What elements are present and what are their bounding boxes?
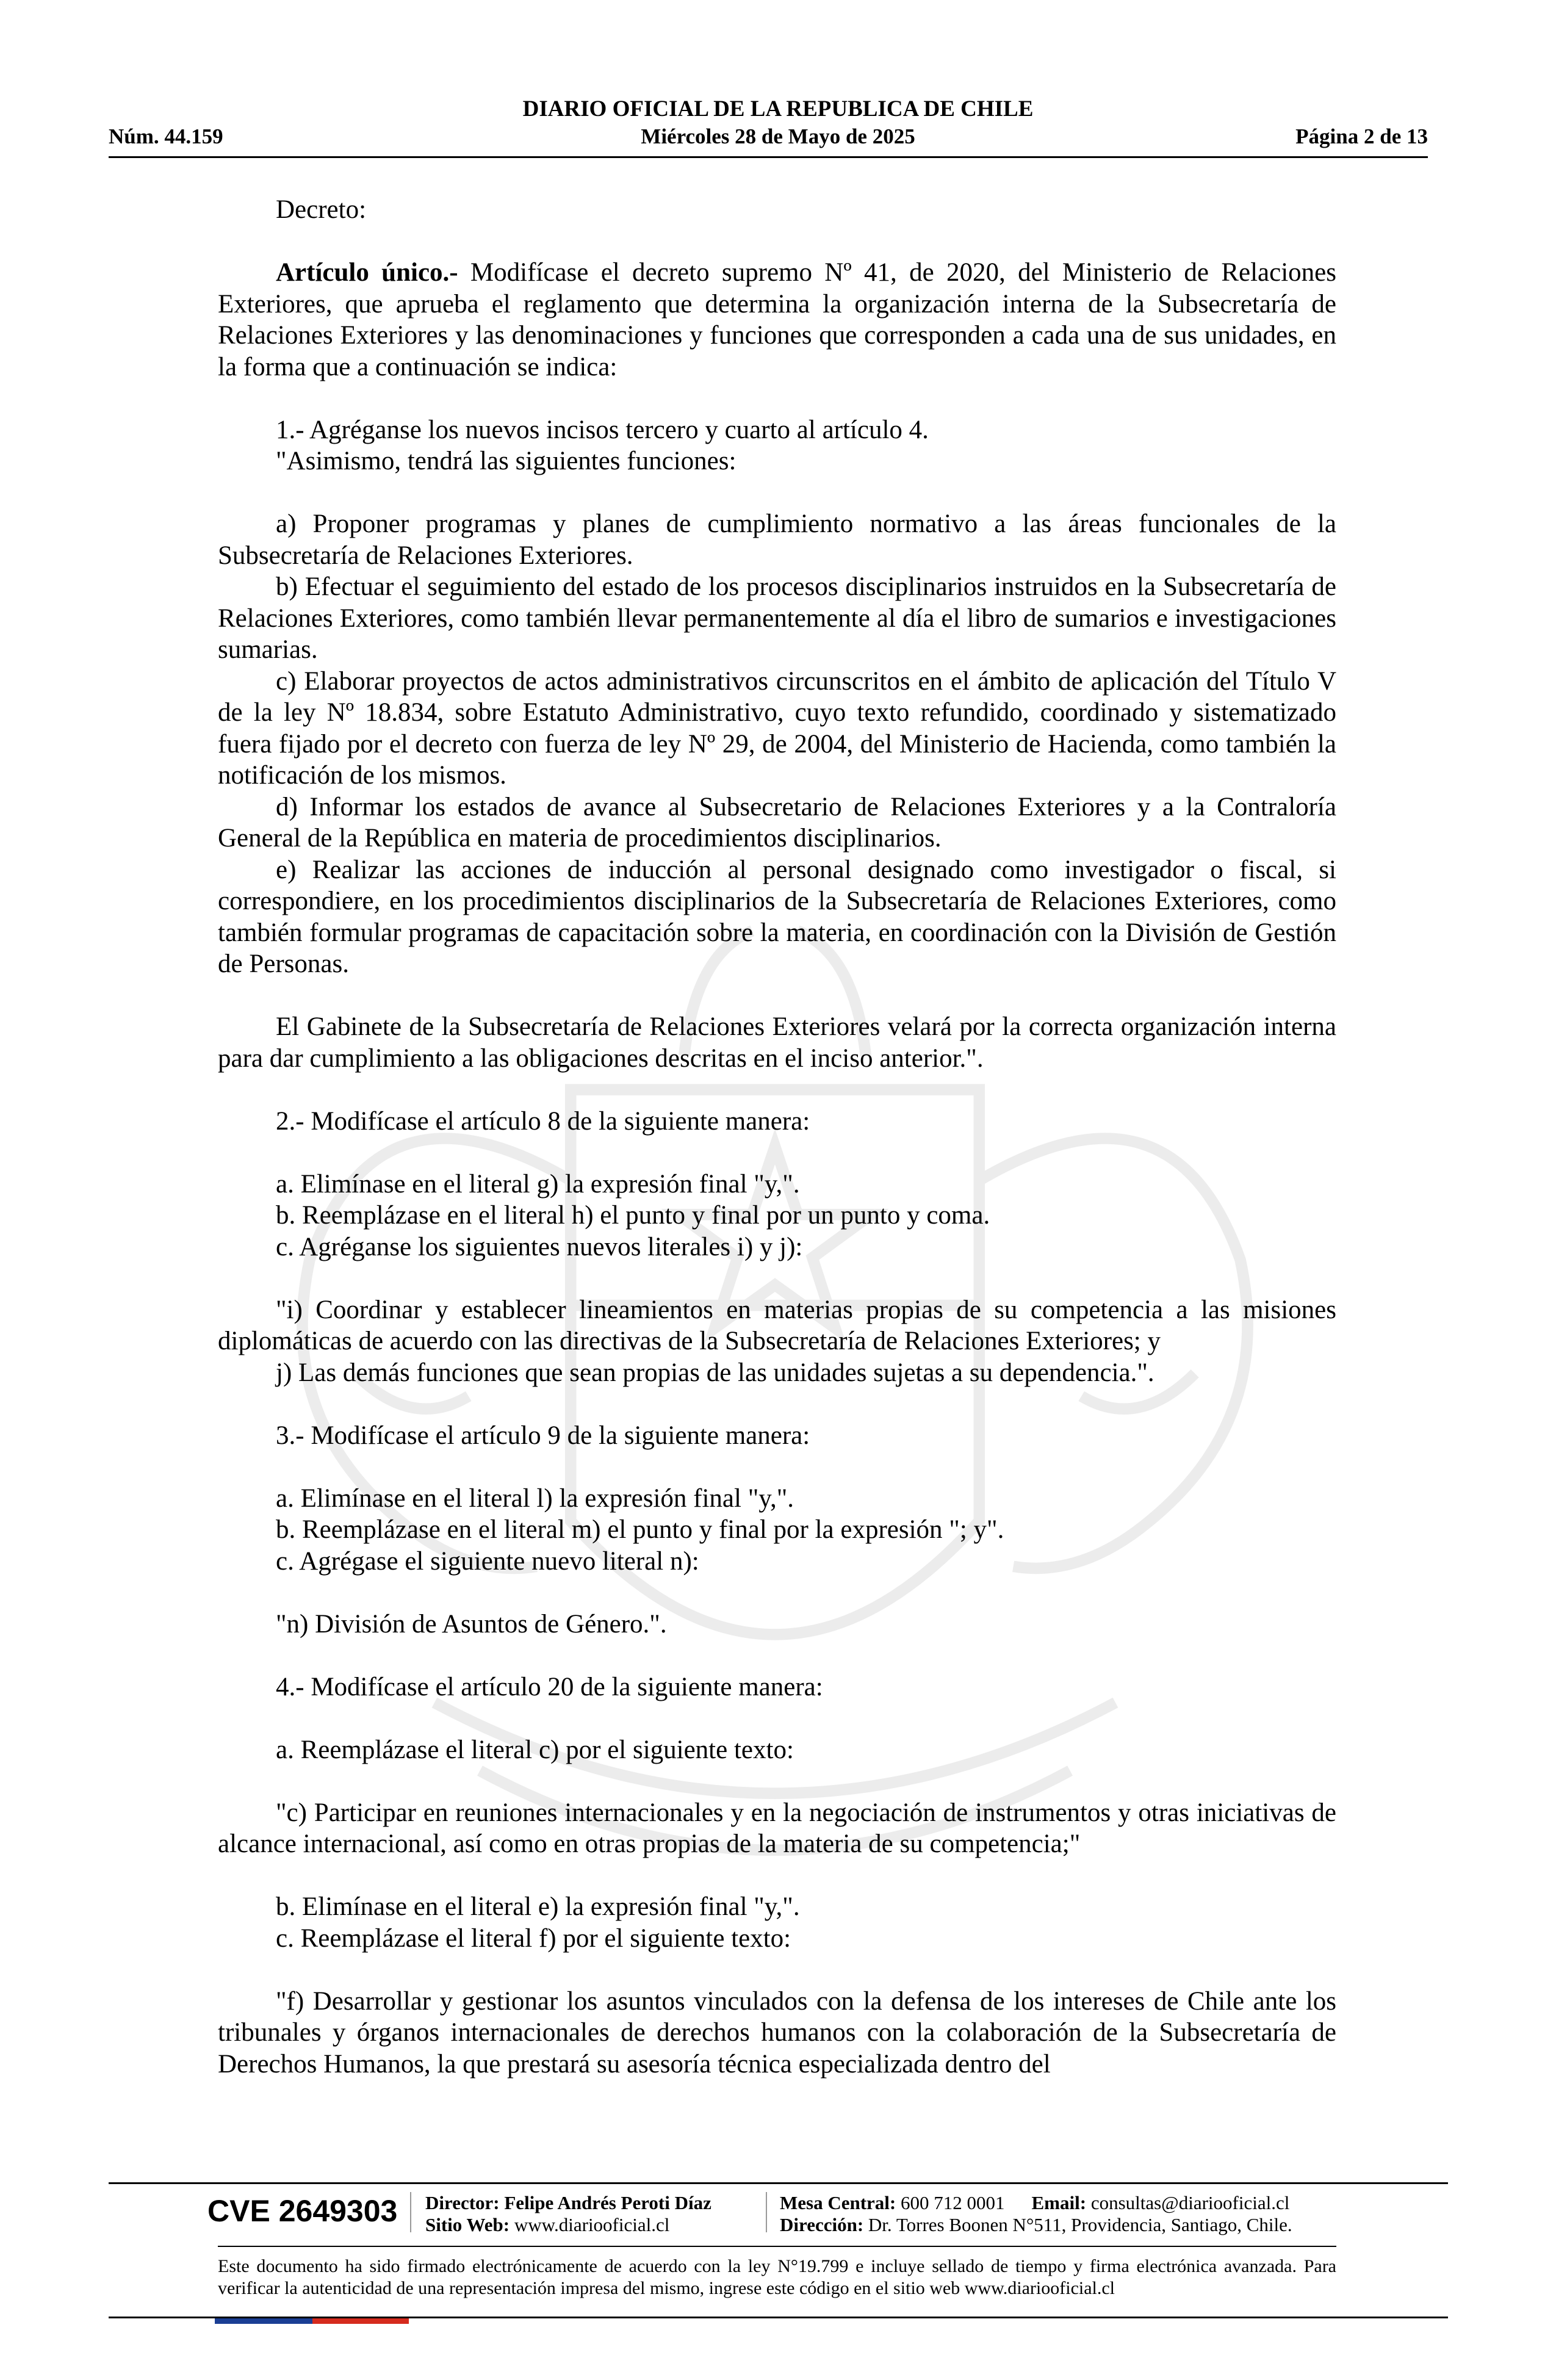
mesa-label: Mesa Central: (780, 2192, 896, 2213)
item-1-d: d) Informar los estados de avance al Subsecretario de Relaciones Exteriores y a la Contraloría General de la República en materia de procedimientos disciplinarios. (218, 792, 1336, 853)
email-label: Email: (1031, 2192, 1087, 2213)
item-1-e: e) Realizar las acciones de inducción al personal designado como investigador o fiscal, si correspondiere, en los procedimientos disciplinarios de la Subsecretaría de Relaciones Exteriores, como también formular programas de capacitación sobre la materia, en coordinación con la División de Gestión de Personas. (218, 855, 1336, 978)
item-1-c: c) Elaborar proyectos de actos administrativos circunscritos en el ámbito de aplicación del Título V de la ley Nº 18.834, sobre Estatuto Administrativo, cuyo texto refundido, coordinado y sistematizado fuera fijado por el decreto con fuerza de ley Nº 29, de 2004, del Ministerio de Hacienda, como también la notificación de los mismos. (218, 666, 1336, 790)
item-4-c-text: "c) Participar en reuniones internacionales y en la negociación de instrumentos y otras iniciativas de alcance internacional, así como en otras propias de la materia de su competencia;" (218, 1798, 1336, 1858)
cve-code: CVE 2649303 (207, 2194, 398, 2228)
footer-divider-top (109, 2182, 1448, 2184)
footer-contact-block (780, 2192, 1292, 2236)
footer-divider-middle (218, 2246, 1336, 2247)
newspaper-title: DIARIO OFICIAL DE LA REPUBLICA DE CHILE (522, 96, 1034, 121)
item-1-b: b) Efectuar el seguimiento del estado de los procesos disciplinarios instruidos en la Subsecretaría de Relaciones Exteriores, como también llevar permanentemente al día el libro de sumarios e investigaciones sumarias. (218, 572, 1336, 664)
item-4-b: b. Elimínase en el literal e) la expresión final "y,". (276, 1892, 800, 1921)
director-value: Felipe Andrés Peroti Díaz (499, 2192, 711, 2213)
page-indicator: Página 2 de 13 (1295, 124, 1428, 148)
footer-director-block (425, 2192, 711, 2236)
address-label: Dirección: (780, 2214, 864, 2235)
item-3-c: c. Agrégase el siguiente nuevo literal n): (276, 1546, 699, 1576)
item-4-cc: c. Reemplázase el literal f) por el siguiente texto: (276, 1924, 791, 1953)
item-1-gabinete: El Gabinete de la Subsecretaría de Relaciones Exteriores velará por la correcta organización interna para dar cumplimiento a las obligaciones descritas en el inciso anterior.". (218, 1012, 1336, 1073)
footer-separator (410, 2192, 411, 2232)
director-label: Director: (425, 2192, 500, 2213)
item-3-n: "n) División de Asuntos de Género.". (276, 1609, 667, 1639)
decreto-heading: Decreto: (276, 195, 367, 224)
footer-separator (766, 2192, 767, 2232)
item-1: 1.- Agréganse los nuevos incisos tercero y cuarto al artículo 4. (276, 415, 929, 444)
item-3-a: a. Elimínase en el literal l) la expresión final "y,". (276, 1484, 794, 1513)
address-value: Dr. Torres Boonen N°511, Providencia, Santiago, Chile. (863, 2214, 1292, 2235)
issue-date: Miércoles 28 de Mayo de 2025 (641, 124, 915, 148)
legal-notice: Este documento ha sido firmado electrónicamente de acuerdo con la ley N°19.799 e incluye sellado de tiempo y firma electrónica avanzada. Para verificar la autenticidad de una representación impresa del mismo, ingrese este código en el sitio web www.diariooficial.cl (218, 2256, 1336, 2298)
document-body (218, 194, 1336, 2080)
footer-divider-bottom (109, 2317, 1448, 2318)
item-4-a: a. Reemplázase el literal c) por el siguiente texto: (276, 1735, 794, 1764)
item-2-a: a. Elimínase en el literal g) la expresión final "y,". (276, 1169, 800, 1199)
mesa-value: 600 712 0001 (896, 2192, 1005, 2213)
item-3-b: b. Reemplázase en el literal m) el punto y final por la expresión "; y". (276, 1515, 1004, 1544)
item-2-j: j) Las demás funciones que sean propias de las unidades sujetas a su dependencia.". (276, 1358, 1154, 1387)
item-4: 4.- Modifícase el artículo 20 de la siguiente manera: (276, 1672, 823, 1701)
item-2-c: c. Agréganse los siguientes nuevos literales i) y j): (276, 1232, 803, 1261)
email-value[interactable]: consultas@diariooficial.cl (1086, 2192, 1290, 2213)
article-unico-label: Artículo único.- (276, 258, 458, 287)
article-unico (218, 257, 1336, 383)
item-1-a: a) Proponer programas y planes de cumplimiento normativo a las áreas funcionales de la Subsecretaría de Relaciones Exteriores. (218, 510, 1336, 570)
item-4-f-text: "f) Desarrollar y gestionar los asuntos vinculados con la defensa de los intereses de Chile ante los tribunales y órganos internacionales de derechos humanos con la colaboración de la Subsecretaría de Derechos Humanos, la que prestará su asesoría técnica especializada dentro del (218, 1986, 1336, 2079)
item-2: 2.- Modifícase el artículo 8 de la siguiente manera: (276, 1106, 810, 1136)
website-value[interactable]: www.diariooficial.cl (510, 2214, 670, 2235)
item-2-i: "i) Coordinar y establecer lineamientos en materias propias de su competencia a las misiones diplomáticas de acuerdo con las directivas de la Subsecretaría de Relaciones Exteriores; y (218, 1295, 1336, 1355)
header-divider (109, 156, 1428, 158)
item-1-intro: "Asimismo, tendrá las siguientes funciones: (276, 447, 737, 475)
item-2-b: b. Reemplázase en el literal h) el punto y final por un punto y coma. (276, 1201, 990, 1230)
website-label: Sitio Web: (425, 2214, 510, 2235)
item-3: 3.- Modifícase el artículo 9 de la siguiente manera: (276, 1421, 810, 1450)
issue-number: Núm. 44.159 (109, 124, 223, 148)
article-unico-text: Modifícase el decreto supremo Nº 41, de 2020, del Ministerio de Relaciones Exteriores, que aprueba el reglamento que determina la organización interna de la Subsecretaría de Relaciones Exteriores y las denominaciones y funciones que corresponden a cada una de sus unidades, en la forma que a continuación se indica: (218, 258, 1336, 381)
